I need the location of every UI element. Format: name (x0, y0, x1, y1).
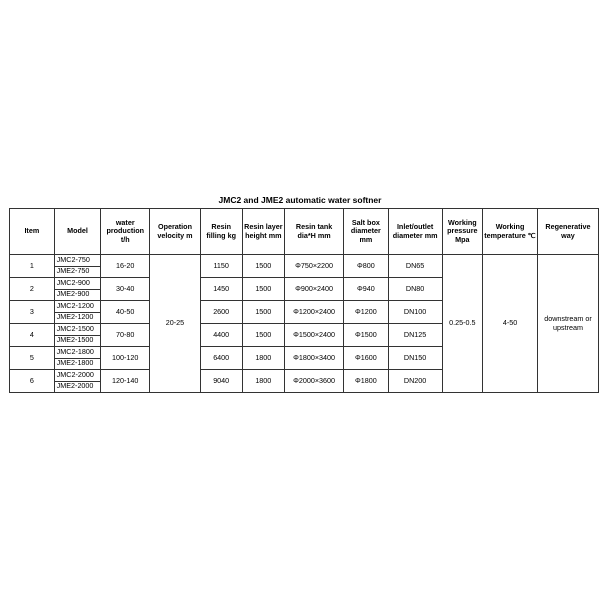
cell-item: 4 (10, 324, 55, 347)
cell-height: 1500 (242, 301, 285, 324)
cell-salt: Φ1200 (344, 301, 389, 324)
header-item: Item (10, 209, 55, 255)
cell-resin: 1450 (200, 278, 242, 301)
header-regenerative-way: Regenerative way (537, 209, 598, 255)
cell-tank: Φ2000×3600 (285, 370, 344, 393)
cell-working-temperature: 4-50 (483, 255, 538, 393)
header-row (10, 209, 599, 255)
header-working-pressure: Working pressure Mpa (442, 209, 483, 255)
header-model: Model (54, 209, 101, 255)
cell-model: JMC2-750 (54, 255, 101, 267)
cell-model: JME2-1800 (54, 358, 101, 370)
cell-dn: DN80 (388, 278, 442, 301)
cell-resin: 2600 (200, 301, 242, 324)
cell-tank: Φ1200×2400 (285, 301, 344, 324)
cell-salt: Φ1500 (344, 324, 389, 347)
cell-height: 1800 (242, 347, 285, 370)
cell-dn: DN125 (388, 324, 442, 347)
header-salt-box: Salt box diameter mm (344, 209, 389, 255)
cell-salt: Φ940 (344, 278, 389, 301)
cell-height: 1500 (242, 324, 285, 347)
cell-operation-velocity: 20-25 (150, 255, 201, 393)
cell-water: 100-120 (101, 347, 150, 370)
cell-item: 3 (10, 301, 55, 324)
cell-water: 70-80 (101, 324, 150, 347)
cell-water: 120-140 (101, 370, 150, 393)
cell-item: 2 (10, 278, 55, 301)
cell-tank: Φ750×2200 (285, 255, 344, 278)
cell-salt: Φ800 (344, 255, 389, 278)
header-resin-layer-height: Resin layer height mm (242, 209, 285, 255)
table-row (10, 255, 599, 267)
header-operation-velocity: Operation velocity m (150, 209, 201, 255)
header-water-production: water production t/h (101, 209, 150, 255)
header-working-temperature: Working temperature ℃ (483, 209, 538, 255)
cell-model: JME2-2000 (54, 381, 101, 393)
cell-tank: Φ1800×3400 (285, 347, 344, 370)
cell-model: JMC2-2000 (54, 370, 101, 382)
cell-resin: 4400 (200, 324, 242, 347)
cell-model: JME2-1200 (54, 312, 101, 324)
cell-model: JME2-900 (54, 289, 101, 301)
header-resin-filling: Resin filling kg (200, 209, 242, 255)
cell-tank: Φ900×2400 (285, 278, 344, 301)
cell-model: JMC2-1200 (54, 301, 101, 313)
softener-spec-table (9, 208, 599, 393)
table-title: JMC2 and JME2 automatic water softner (218, 195, 382, 205)
cell-model: JME2-1500 (54, 335, 101, 347)
cell-model: JMC2-900 (54, 278, 101, 290)
cell-item: 1 (10, 255, 55, 278)
header-resin-tank: Resin tank dia*H mm (285, 209, 344, 255)
cell-model: JMC2-1500 (54, 324, 101, 336)
cell-dn: DN65 (388, 255, 442, 278)
cell-dn: DN200 (388, 370, 442, 393)
cell-water: 40-50 (101, 301, 150, 324)
cell-dn: DN150 (388, 347, 442, 370)
cell-height: 1500 (242, 255, 285, 278)
cell-working-pressure: 0.25-0.5 (442, 255, 483, 393)
cell-salt: Φ1600 (344, 347, 389, 370)
cell-resin: 9040 (200, 370, 242, 393)
cell-model: JMC2-1800 (54, 347, 101, 359)
cell-item: 5 (10, 347, 55, 370)
cell-model: JME2-750 (54, 266, 101, 278)
cell-water: 16-20 (101, 255, 150, 278)
cell-height: 1500 (242, 278, 285, 301)
header-inlet-outlet: Inlet/outlet diameter mm (388, 209, 442, 255)
cell-height: 1800 (242, 370, 285, 393)
cell-salt: Φ1800 (344, 370, 389, 393)
cell-item: 6 (10, 370, 55, 393)
cell-resin: 6400 (200, 347, 242, 370)
cell-tank: Φ1500×2400 (285, 324, 344, 347)
cell-regenerative-way: downstream or upstream (537, 255, 598, 393)
cell-water: 30-40 (101, 278, 150, 301)
cell-dn: DN100 (388, 301, 442, 324)
cell-resin: 1150 (200, 255, 242, 278)
